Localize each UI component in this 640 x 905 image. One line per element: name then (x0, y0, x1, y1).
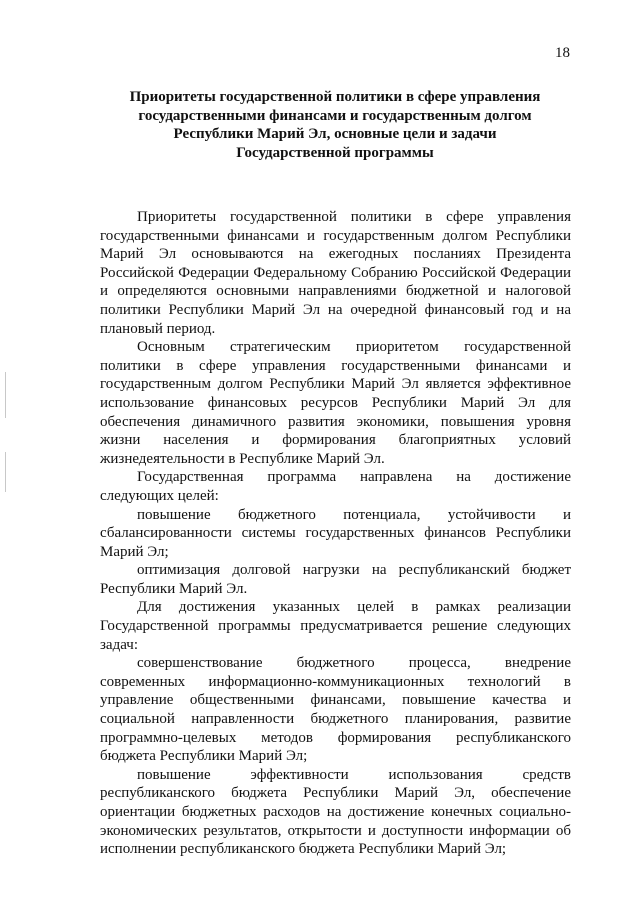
text-line: и определяются основными направлениями бюджетной и налоговой (100, 283, 571, 300)
text-line: задач: (100, 636, 138, 653)
text-line: социальной направленности бюджетного планирования, развитие (100, 711, 571, 728)
text-line: жизнедеятельности в Республике Марий Эл. (100, 450, 385, 467)
text-line: ориентации бюджетных расходов на достижение конечных социально- (100, 804, 571, 820)
page-number: 18 (555, 45, 570, 61)
text-line: бюджета Республики Марий Эл; (100, 748, 308, 765)
text-line: оптимизация долговой нагрузки на республиканский бюджет (137, 562, 571, 579)
text-line: плановый период. (100, 320, 216, 337)
text-line: Республики Марий Эл. (100, 580, 248, 597)
text-line: экономических результатов, открытости и доступности информации об (100, 822, 571, 839)
text-line: сбалансированности системы государственных финансов Республики (100, 525, 571, 542)
text-line: программно-целевых методов формирования республиканского (100, 729, 571, 746)
text-line: государственным долгом Республики Марий Эл является эффективное (100, 376, 571, 393)
text-line: Приоритеты государственной политики в сфере управления (137, 209, 571, 225)
text-line: управление общественными финансами, повышение качества и (100, 692, 571, 709)
margin-mark (5, 372, 6, 418)
text-line: Государственной программы предусматривается решение следующих (100, 618, 571, 635)
heading-line: Республики Марий Эл, основные цели и задачи (173, 126, 497, 142)
text-line: политики Республики Марий Эл на очередной финансовый год и на (100, 301, 571, 318)
text-line: политики в сфере управления государственными финансами и (100, 357, 571, 374)
heading-line: государственными финансами и государственным долгом (138, 107, 532, 124)
text-line: Марий Эл; (100, 543, 169, 560)
text-line: повышение бюджетного потенциала, устойчивости и (137, 506, 571, 523)
text-line: Основным стратегическим приоритетом государственной (137, 339, 571, 356)
margin-mark (5, 452, 6, 492)
text-line: обеспечения динамичного развития экономики, повышения уровня (100, 413, 571, 430)
text-line: Марий Эл основываются на ежегодных посланиях Президента (100, 246, 571, 263)
text-line: повышение эффективности использования средств (137, 766, 571, 783)
text-line: Для достижения указанных целей в рамках реализации (137, 599, 571, 616)
text-line: современных информационно-коммуникационных технологий в (100, 673, 571, 690)
section-heading (100, 88, 570, 162)
text-line: государственными финансами и государственным долгом Республики (100, 227, 571, 244)
body-text (100, 208, 571, 859)
text-line: совершенствование бюджетного процесса, внедрение (137, 655, 571, 672)
text-line: Государственная программа направлена на достижение (137, 469, 571, 486)
text-line: исполнении республиканского бюджета Республики Марий Эл; (100, 841, 507, 858)
heading-line: Государственной программы (236, 144, 434, 161)
text-line: Российской Федерации Федеральному Собранию Российской Федерации (100, 264, 571, 281)
text-line: использование финансовых ресурсов Республики Марий Эл для (100, 394, 571, 411)
text-line: республиканского бюджета Республики Марий Эл, обеспечение (100, 785, 571, 802)
text-line: следующих целей: (100, 487, 219, 504)
text-line: жизни населения и формирования благоприятных условий (100, 432, 571, 449)
heading-line: Приоритеты государственной политики в сфере управления (129, 89, 541, 105)
